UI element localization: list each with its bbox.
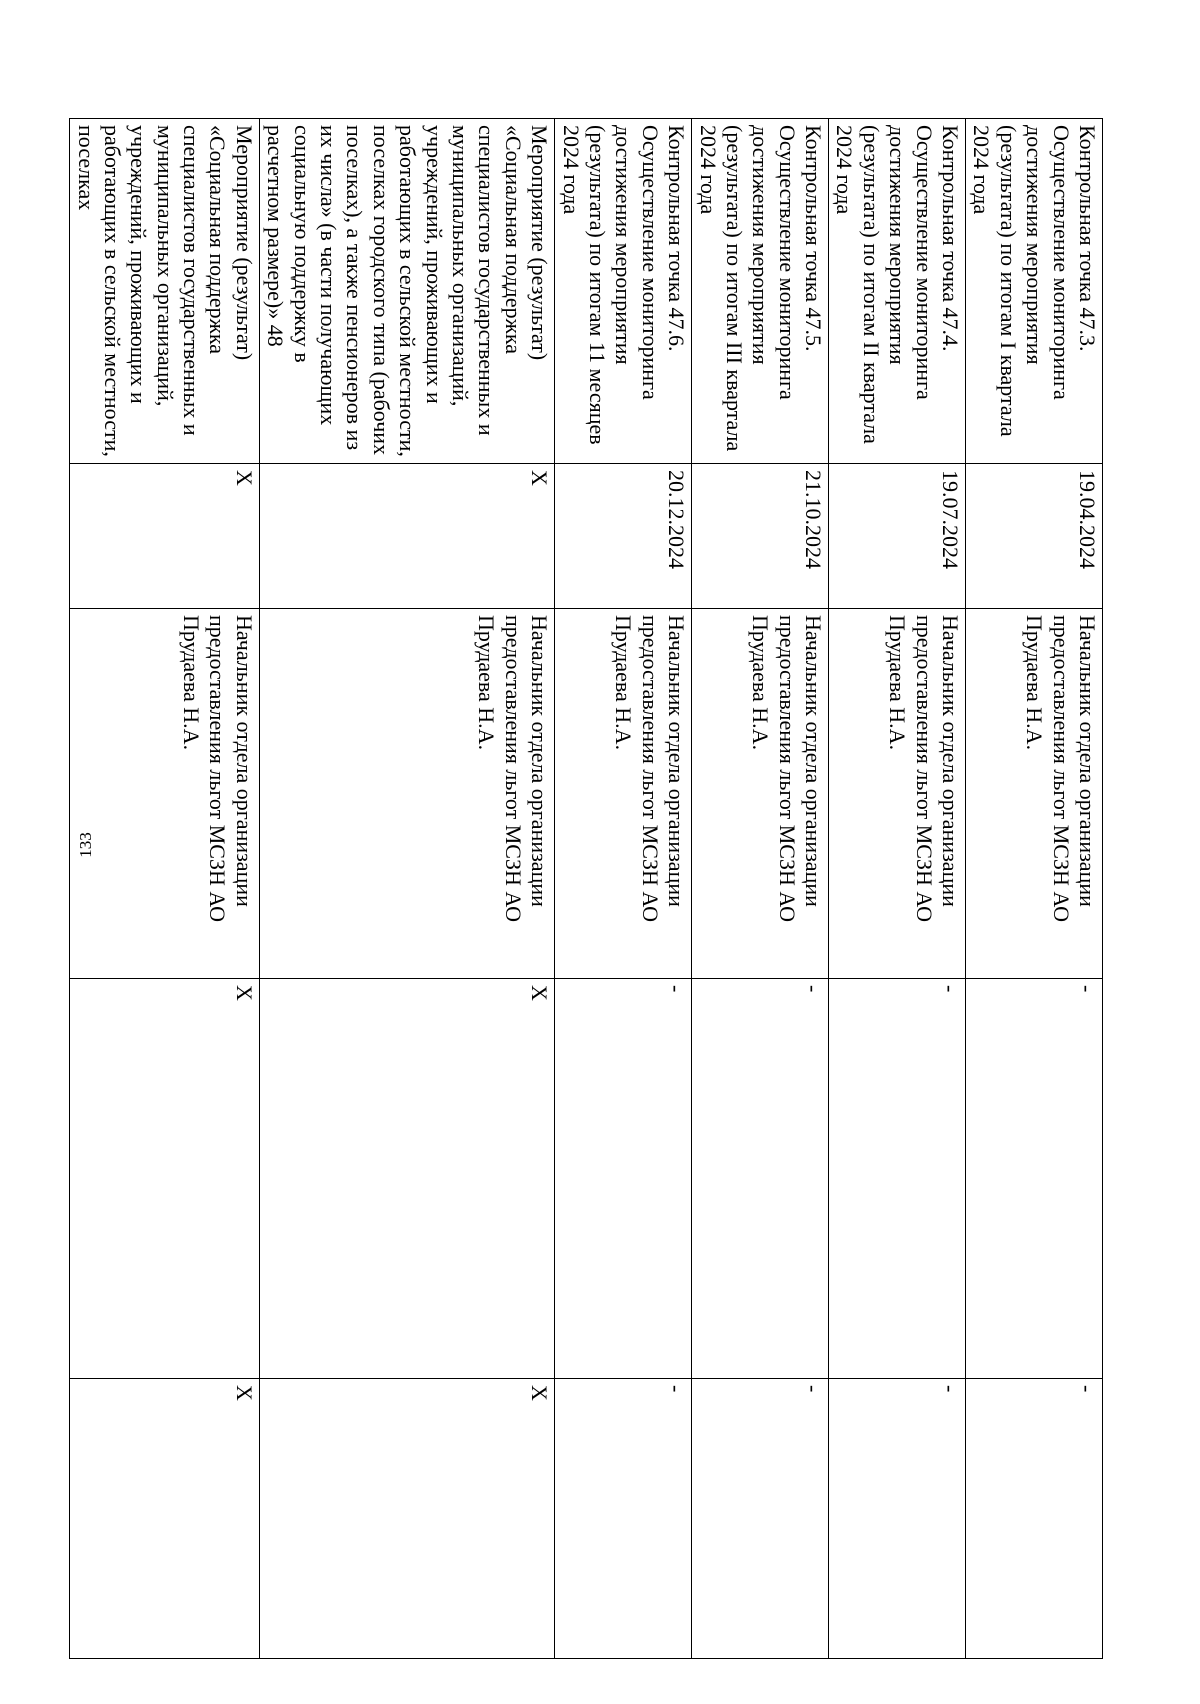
table-row <box>829 119 966 1659</box>
table-cell: Начальник отдела организации предоставления льгот МСЗН АО Прудаева Н.А. <box>70 609 260 979</box>
table-cell: 19.04.2024 <box>966 464 1103 609</box>
table-cell: - <box>555 979 692 1379</box>
table-cell: - <box>555 1379 692 1659</box>
table-cell: - <box>966 979 1103 1379</box>
table-cell: Контрольная точка 47.6. Осуществление мониторинга достижения мероприятия (результата) по итогам 11 месяцев 2024 года <box>555 119 692 464</box>
table-cell: Начальник отдела организации предоставления льгот МСЗН АО Прудаева Н.А. <box>259 609 554 979</box>
table-cell: - <box>692 1379 829 1659</box>
table-cell: - <box>966 1379 1103 1659</box>
page-number: 133 <box>76 832 95 858</box>
table-row <box>966 119 1103 1659</box>
table-row <box>259 119 554 1659</box>
table-cell: 20.12.2024 <box>555 464 692 609</box>
table-cell: Х <box>70 1379 260 1659</box>
table-row <box>692 119 829 1659</box>
table-cell: Х <box>70 979 260 1379</box>
table-cell: Начальник отдела организации предоставления льгот МСЗН АО Прудаева Н.А. <box>966 609 1103 979</box>
table-cell: Мероприятие (результат) «Социальная поддержка специалистов государственных и муниципальных организаций, учреждений, проживающих и работающих в сельской местности, поселках <box>70 119 260 464</box>
table-row <box>555 119 692 1659</box>
data-table <box>69 118 1103 1659</box>
table-cell: Х <box>259 979 554 1379</box>
table-cell: Х <box>259 1379 554 1659</box>
table-cell: - <box>829 1379 966 1659</box>
table-cell: 19.07.2024 <box>829 464 966 609</box>
table-cell: 21.10.2024 <box>692 464 829 609</box>
table-cell: - <box>829 979 966 1379</box>
table-cell: Контрольная точка 47.5. Осуществление мониторинга достижения мероприятия (результата) по итогам III квартала 2024 года <box>692 119 829 464</box>
table-cell: Начальник отдела организации предоставления льгот МСЗН АО Прудаева Н.А. <box>829 609 966 979</box>
table-cell: - <box>692 979 829 1379</box>
table-cell: Х <box>259 464 554 609</box>
table-cell: Начальник отдела организации предоставления льгот МСЗН АО Прудаева Н.А. <box>555 609 692 979</box>
table-cell: Контрольная точка 47.3. Осуществление мониторинга достижения мероприятия (результата) по итогам I квартала 2024 года <box>966 119 1103 464</box>
table-cell: Контрольная точка 47.4. Осуществление мониторинга достижения мероприятия (результата) по итогам II квартала 2024 года <box>829 119 966 464</box>
table-cell: Мероприятие (результат) «Социальная поддержка специалистов государственных и муниципальных организаций, учреждений, проживающих и работающих в сельской местности, поселках городского типа (рабочих поселках), а также пенсионеров из их числа» (в части получающих социальную поддержку в расчетном размере)» 48 <box>259 119 554 464</box>
table-cell: Х <box>70 464 260 609</box>
table-row <box>70 119 260 1659</box>
table-cell: Начальник отдела организации предоставления льгот МСЗН АО Прудаева Н.А. <box>692 609 829 979</box>
